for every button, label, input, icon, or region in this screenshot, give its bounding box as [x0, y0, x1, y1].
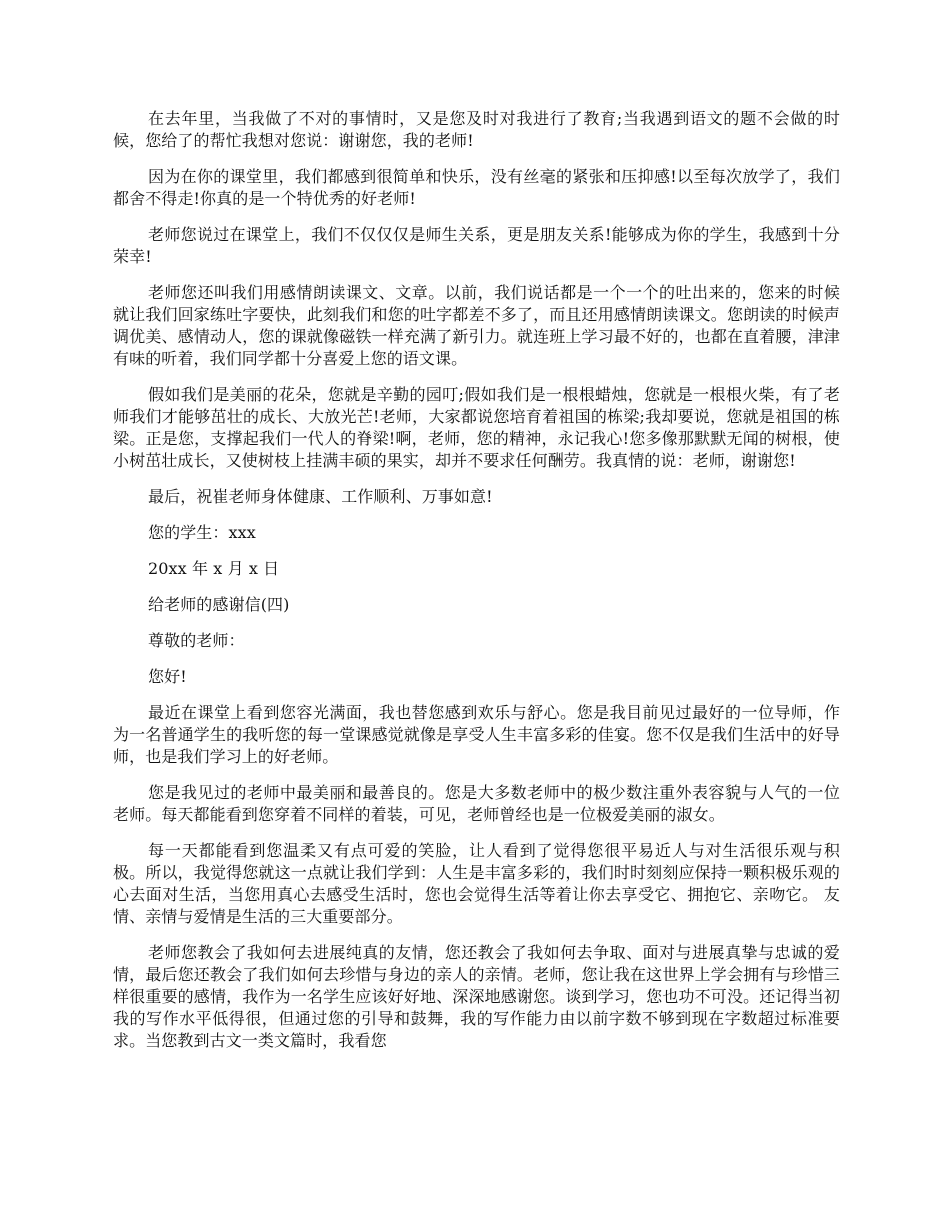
- paragraph: 每一天都能看到您温柔又有点可爱的笑脸，让人看到了觉得您很平易近人与对生活很乐观与积极。所以，我觉得您就这一点就让我们学到：人生是丰富多彩的，我们时时刻刻应保持一颗积极乐观的心去面对生活，当您用真心去感受生活时，您也会觉得生活等着让你去享受它、拥抱它、亲吻它。 友情、亲情与爱情是生活的三大重要部分。: [113, 841, 840, 926]
- paragraph: 老师您教会了我如何去进展纯真的友情，您还教会了我如何去争取、面对与进展真挚与忠诚的爱情，最后您还教会了我们如何去珍惜与身边的亲人的亲情。老师，您让我在这世界上学会拥有与珍惜三样很重要的感情，我作为一名学生应该好好地、深深地感谢您。谈到学习，您也功不可没。还记得当初我的写作水平低得很，但通过您的引导和鼓舞，我的写作能力由以前字数不够到现在字数超过标准要求。当您教到古文一类文篇时，我看您: [113, 943, 840, 1050]
- paragraph: 因为在你的课堂里，我们都感到很简单和快乐，没有丝毫的紧张和压抑感!以至每次放学了，我们都舍不得走!你真的是一个特优秀的好老师!: [113, 167, 840, 208]
- paragraph: 老师您说过在课堂上，我们不仅仅仅是师生关系，更是朋友关系!能够成为你的学生，我感到十分荣幸!: [113, 225, 840, 266]
- paragraph: 在去年里，当我做了不对的事情时，又是您及时对我进行了教育;当我遇到语文的题不会做的时候，您给了的帮忙我想对您说：谢谢您，我的老师!: [113, 109, 840, 150]
- document-body: [113, 108, 840, 1066]
- date-line: 20xx 年 x 月 x 日: [148, 559, 280, 578]
- letter-title: 给老师的感谢信(四): [148, 595, 290, 614]
- paragraph: 最近在课堂上看到您容光满面，我也替您感到欢乐与舒心。您是我目前见过最好的一位导师，作为一名普通学生的我听您的每一堂课感觉就像是享受人生丰富多彩的佳宴。您不仅是我们生活中的好导师，也是我们学习上的好老师。: [113, 703, 840, 766]
- greeting: 您好!: [148, 667, 187, 686]
- paragraph: 老师您还叫我们用感情朗读课文、文章。以前，我们说话都是一个一个的吐出来的，您来的时候就让我们回家练吐字要快，此刻我们和您的吐字都差不多了，而且还用感情朗读课文。您朗读的时候声调优美、感情动人，您的课就像磁铁一样充满了新引力。就连班上学习最不好的，也都在直着腰，津津有味的听着，我们同学都十分喜爱上您的语文课。: [113, 283, 840, 368]
- salutation: 尊敬的老师：: [148, 631, 245, 650]
- paragraph: 您是我见过的老师中最美丽和最善良的。您是大多数老师中的极少数注重外表容貌与人气的一位老师。每天都能看到您穿着不同样的着装，可见，老师曾经也是一位极爱美丽的淑女。: [113, 783, 840, 824]
- signature: 您的学生：xxx: [148, 523, 256, 542]
- paragraph: 假如我们是美丽的花朵，您就是辛勤的园叮;假如我们是一根根蜡烛，您就是一根根火柴，有了老师我们才能够茁壮的成长、大放光芒!老师，大家都说您培育着祖国的栋梁;我却要说，您就是祖国的栋梁。正是您，支撑起我们一代人的脊梁!啊，老师，您的精神，永记我心!您多像那默默无闻的树根，使小树茁壮成长，又使树枝上挂满丰硕的果实，却并不要求任何酬劳。我真情的说：老师，谢谢您!: [113, 385, 840, 470]
- closing-wish: 最后，祝崔老师身体健康、工作顺利、万事如意!: [148, 487, 493, 506]
